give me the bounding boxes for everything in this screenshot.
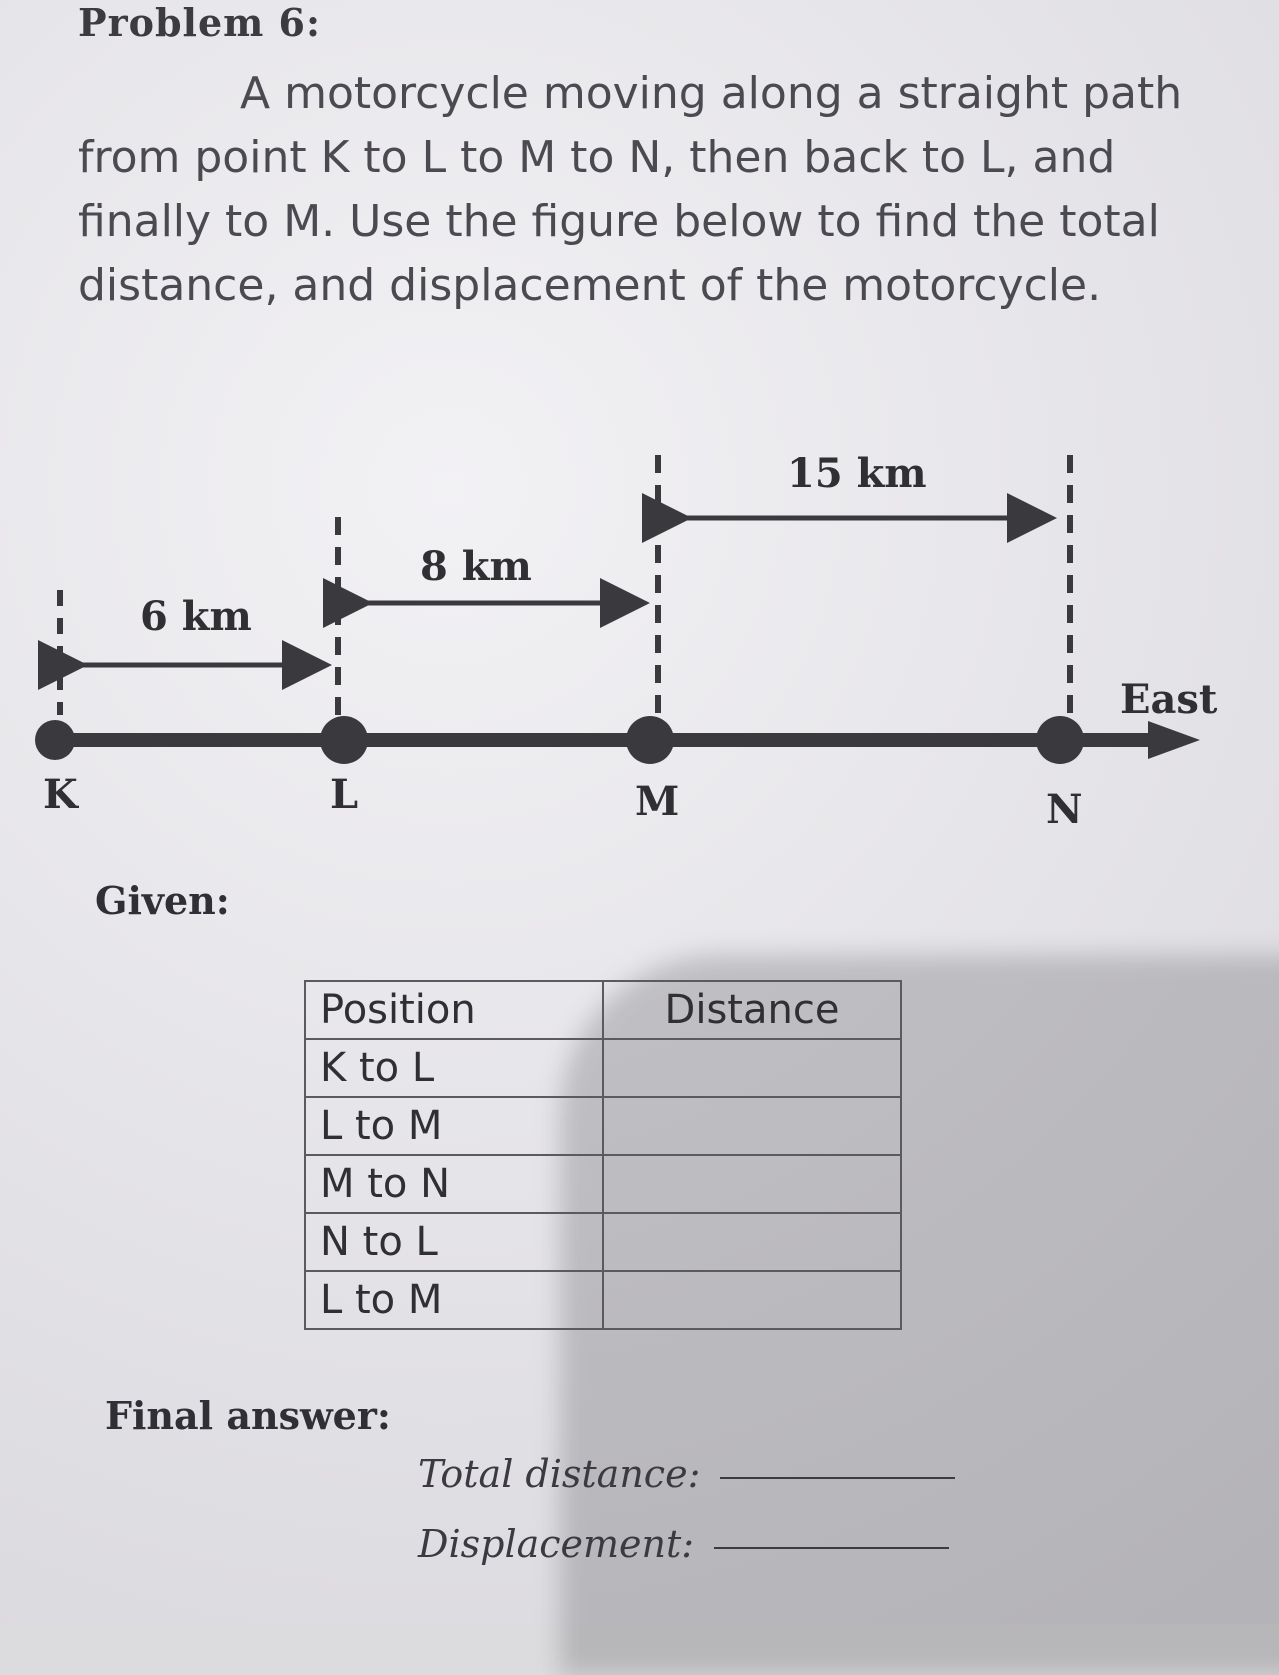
table-row [305,1155,901,1213]
table-row [305,1213,901,1271]
distance-table [304,980,902,1330]
displacement-blank[interactable] [714,1546,949,1549]
displacement-line [418,1522,949,1566]
table-row [305,1271,901,1329]
distance-column-header: Distance [603,981,901,1039]
east-arrowhead [1148,721,1200,759]
distance-cell[interactable] [603,1213,901,1271]
displacement-label: Displacement: [418,1522,695,1566]
position-column-header: Position [305,981,603,1039]
distance-cell[interactable] [603,1155,901,1213]
position-cell: N to L [305,1213,603,1271]
total-distance-label: Total distance: [418,1452,701,1496]
given-label: Given: [95,878,230,923]
point-m-dot [626,716,674,764]
problem-title: Problem 6: [78,0,322,45]
point-k-label: K [43,771,78,818]
distance-cell[interactable] [603,1039,901,1097]
table-row [305,1097,901,1155]
problem-text: A motorcycle moving along a straight path from point K to L to M to N, then back to L, and finally to M. Use the figure below to find the total distance, and displacement of the motorcycle. [78,68,1183,311]
final-answer-label: Final answer: [105,1393,391,1438]
distance-table-wrapper [304,980,902,1330]
point-l-dot [320,716,368,764]
table-header-row [305,981,901,1039]
segment-l-m-label: 8 km [420,543,532,590]
point-l-label: L [330,771,359,818]
point-k-dot [35,720,75,760]
motion-diagram [30,455,1250,855]
total-distance-line [418,1452,955,1496]
distance-cell[interactable] [603,1271,901,1329]
direction-label: East [1120,676,1218,723]
position-cell: L to M [305,1271,603,1329]
table-row [305,1039,901,1097]
position-cell: K to L [305,1039,603,1097]
segment-k-l-label: 6 km [140,593,252,640]
position-cell: M to N [305,1155,603,1213]
position-cell: L to M [305,1097,603,1155]
point-m-label: M [635,778,680,825]
distance-cell[interactable] [603,1097,901,1155]
segment-m-n-label: 15 km [787,455,927,497]
total-distance-blank[interactable] [720,1476,955,1479]
point-n-dot [1036,716,1084,764]
point-n-label: N [1046,786,1083,833]
